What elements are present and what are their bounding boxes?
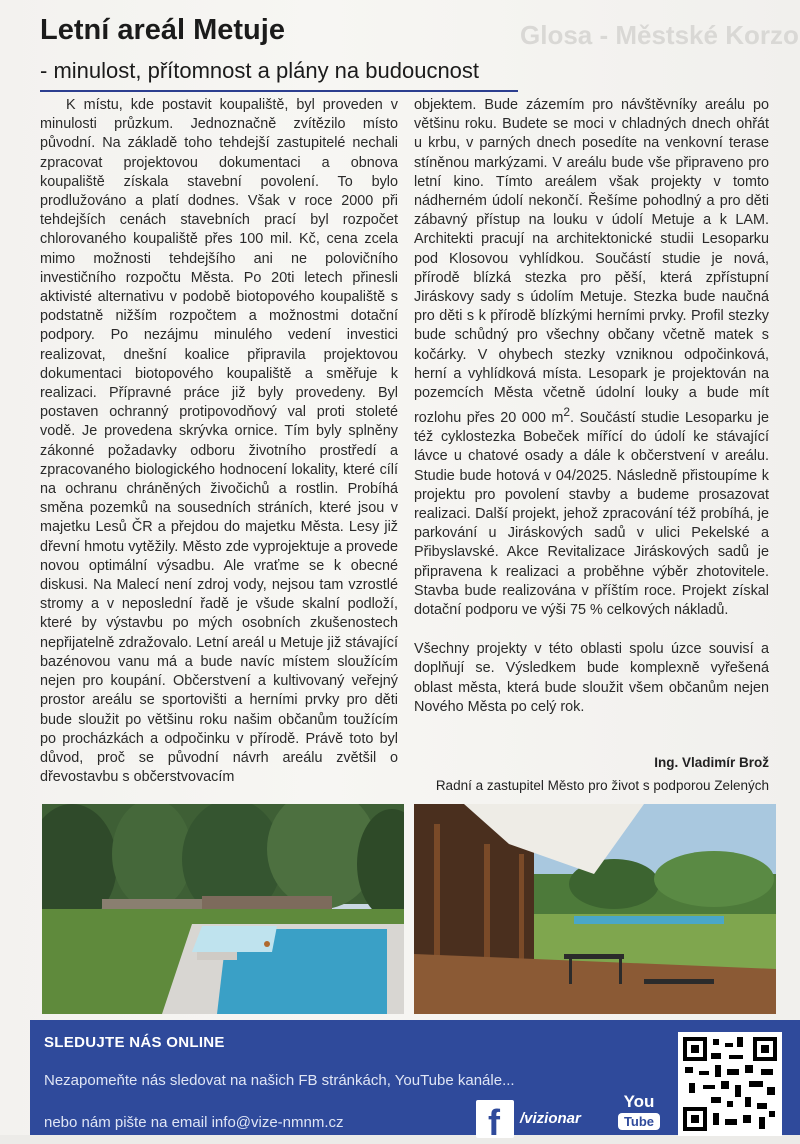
terrace-rendering-image — [414, 804, 776, 1014]
author-role: Radní a zastupitel Město pro život s podporou Zelených — [435, 778, 769, 793]
superscript-2: 2 — [563, 405, 571, 420]
footer-follow-text: Nezapomeňte nás sledovat na našich FB stránkách, YouTube kanále... — [44, 1072, 515, 1089]
author-name: Ing. Vladimír Brož — [654, 755, 769, 770]
right-column-text-b: . Součástí studie Lesoparku je též cyklostezka Bobeček mířící do údolí ke stávající lávce u chatové osady a dále k občerstvení v areálu. Studie bude hotová v 04/2025. Následně přistoupíme k projektu pro povolení stavby a budeme prosazovat realizaci. Další projekt, jehož zpracování též probíhá, je parkování u Jiráskových sadů v ulici Pekelské a Přibyslavské. Akce Revitalizace Jiráskových sadů je připravena k realizaci a proběhne výběr zhotovitele. Stavba bude realizována v příštím roce. Projekt získal dotační podporu ve výši 75 % celkových nákladů. — [414, 410, 769, 619]
youtube-logo-bottom: Tube — [618, 1113, 660, 1130]
youtube-icon[interactable] — [618, 1092, 660, 1137]
background-ghost-heading: Glosa - Městské Korzo — [520, 20, 799, 50]
title-underline — [40, 90, 518, 92]
photo-terrace-icon — [414, 804, 776, 1014]
article-subtitle: - minulost, přítomnost a plány na budoucnost — [40, 58, 480, 83]
qr-code-icon[interactable] — [678, 1032, 782, 1136]
left-column-text: K místu, kde postavit koupaliště, byl proveden v minulosti průzkum. Jednoznačně zvítězilo místo původní. Na základě toho tehdejší zastupitelé nechali zpracovat projektovou dokumentaci a obnova koupaliště získala stavební povolení. To bylo prodlužováno a platí dodnes. Však v roce 2000 při tehdejších cenách stavebních prací byl rozpočet chlorovaného koupaliště přes 100 mil. Kč, cena zcela mimo možnosti tehdejšího ani ne polovičního investičního rozpočtu Města. Po 20ti letech přinesli aktivisté alternativu v podobě biotopového koupaliště s podstatně nižším rozpočtem a možnostmi dotační podpory. Po nezájmu minulého vedení investici realizovat, dnešní koalice připravila projektovou dokumentaci biotopového koupaliště a směřuje k realizaci. Přípravné práce již byly provedeny. Byl postaven ochranný protipovodňový val proti stoleté vodě. Je provedena skrývka ornice. Tím byly splněny zákonné požadavky odboru životního prostředí a zpracovaného biologického hodnocení lokality, které cílí na ochranu chráněných živočichů a rostlin. Probíhá směna pozemků na sousedních stráních, které jsou v majetku Lesů ČR a přejdou do majetku Města. Lesy již dřevní hmotu vytěžily. Město zde vyprojektuje a provede novou optimální výsadbu. Ale vraťme se k obecné diskusi. Na Malecí není zdroj vody, nejsou tam vzrostlé stromy a v neposlední řadě je všude skalní podloží, které by výstavbu po mých osobních zkušenostech nepřijatelně zdražovalo. Letní areál u Metuje již stávající bazénovou vanu má a bude navíc místem sloužícím nejen pro koupání. Občerstvení a kultivovaný veřejný prostor areálu se sportovišti a herními prvky pro děti bude sloužit po většinu roku našim občanům toužícím po procházkách a odpočinku v přírodě. Právě toto byl důvod, proč se původní návrh areálu zvětšil o dřevostavbu s občerstvovacím — [40, 97, 398, 786]
footer-band — [30, 1020, 800, 1143]
footer-title: SLEDUJTE NÁS ONLINE — [44, 1034, 225, 1051]
article-left-column — [40, 96, 398, 787]
photo-pool-icon — [42, 804, 404, 1014]
facebook-icon[interactable]: f — [476, 1100, 514, 1138]
article-right-column — [414, 96, 769, 717]
right-column-paragraph-2: Všechny projekty v této oblasti spolu úzce souvisí a doplňují se. Výsledkem bude komplexně vyřešená oblast města, která bude sloužit všem občanům nejen Nového Města po celý rok. — [414, 641, 769, 715]
right-column-text-a: objektem. Bude zázemím pro návštěvníky areálu po většinu roku. Budete se moci v chladných dnech ohřát u krbu, v parných dnech posedíte na venkovní terase stíněnou markýzami. V areálu bude vše připraveno pro letní kino. Tímto areálem však projekty v tomto nádherném údolí nekončí. Řešíme pohodlný a pro děti zábavný přístup na louku v údolí Metuje a k LAM. Architekti pracují na architektonické studii Lesoparku pod Klosovou vyhlídkou. Součástí studie je nová, přírodě blízká stezka pro pěší, která zpřístupní Jiráskovy sady s údolím Metuje. Stezka bude naučná pro děti s k přírodě blízkými herními prvky. Profil stezky bude schůdný pro všechny občany včetně matek s kočárky. V ohybech stezky vzniknou odpočinková, herní a vyhlídková místa. Lesopark je projektován na pozemcích Města včetně údolní louky a bude mít rozlohu přes 20 000 m — [414, 97, 769, 427]
article-title: Letní areál Metuje — [40, 14, 285, 46]
pool-rendering-image — [42, 804, 404, 1014]
youtube-logo-top: You — [623, 1092, 655, 1111]
footer-email-text[interactable]: nebo nám pište na email info@vize-nmnm.cz — [44, 1114, 344, 1131]
facebook-handle[interactable]: /vizionar — [520, 1110, 581, 1127]
right-column-paragraph-1 — [414, 96, 769, 620]
